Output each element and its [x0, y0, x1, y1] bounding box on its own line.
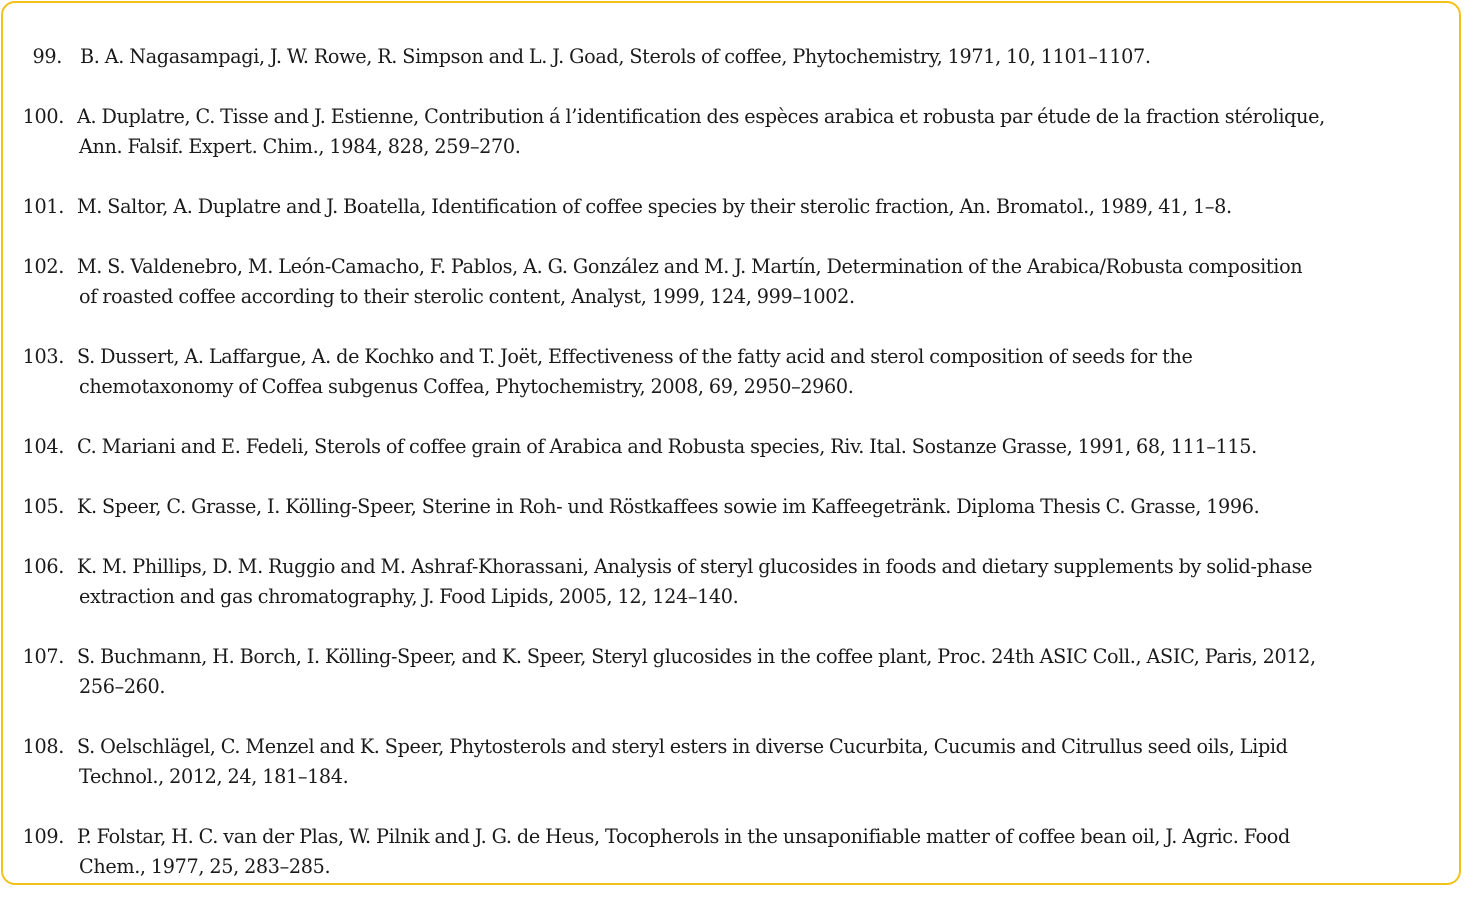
reference-text-line: M. S. Valdenebro, M. León-Camacho, F. Pablos, A. G. González and M. J. Martín, Determination of the Arabica/Robusta composition: [77, 255, 1303, 278]
reference-text-line: K. M. Phillips, D. M. Ruggio and M. Ashraf-Khorassani, Analysis of steryl glucosides in foods and dietary supplements by solid-phase: [77, 555, 1313, 578]
reference-number: 99.: [32, 45, 62, 68]
reference-text-line: 256–260.: [79, 675, 166, 698]
reference-number: 103.: [22, 345, 64, 368]
reference-text-line: S. Dussert, A. Laffargue, A. de Kochko and T. Joët, Effectiveness of the fatty acid and sterol composition of seeds for the: [77, 345, 1193, 368]
reference-number: 100.: [22, 105, 64, 128]
reference-text-line: extraction and gas chromatography, J. Food Lipids, 2005, 12, 124–140.: [79, 585, 739, 608]
reference-number: 105.: [22, 495, 64, 518]
reference-number: 108.: [22, 735, 64, 758]
reference-text-line: M. Saltor, A. Duplatre and J. Boatella, Identification of coffee species by their sterolic fraction, An. Bromatol., 1989, 41, 1–8.: [77, 195, 1232, 218]
reference-text-line: P. Folstar, H. C. van der Plas, W. Pilnik and J. G. de Heus, Tocopherols in the unsaponifiable matter of coffee bean oil, J. Agric. Food: [77, 825, 1290, 848]
reference-text-line: S. Buchmann, H. Borch, I. Kölling-Speer, and K. Speer, Steryl glucosides in the coffee plant, Proc. 24th ASIC Coll., ASIC, Paris, 2012,: [77, 645, 1316, 668]
reference-text-line: Ann. Falsif. Expert. Chim., 1984, 828, 259–270.: [79, 135, 521, 158]
reference-number: 109.: [22, 825, 64, 848]
reference-text-line: B. A. Nagasampagi, J. W. Rowe, R. Simpson and L. J. Goad, Sterols of coffee, Phytochemistry, 1971, 10, 1101–1107.: [80, 45, 1151, 68]
reference-text-line: S. Oelschlägel, C. Menzel and K. Speer, Phytosterols and steryl esters in diverse Cucurbita, Cucumis and Citrullus seed oils, Lipid: [77, 735, 1288, 758]
reference-number: 107.: [22, 645, 64, 668]
reference-number: 101.: [22, 195, 64, 218]
reference-text-line: C. Mariani and E. Fedeli, Sterols of coffee grain of Arabica and Robusta species, Riv. Ital. Sostanze Grasse, 1991, 68, 111–115.: [77, 435, 1257, 458]
reference-text-line: Technol., 2012, 24, 181–184.: [79, 765, 349, 788]
reference-text-line: K. Speer, C. Grasse, I. Kölling-Speer, Sterine in Roh- und Röstkaffees sowie im Kaffeegetränk. Diploma Thesis C. Grasse, 1996.: [77, 495, 1260, 518]
reference-number: 106.: [22, 555, 64, 578]
reference-number: 102.: [22, 255, 64, 278]
reference-number: 104.: [22, 435, 64, 458]
reference-text-line: A. Duplatre, C. Tisse and J. Estienne, Contribution á l’identification des espèces arabica et robusta par étude de la fraction stérolique,: [77, 105, 1325, 128]
reference-text-line: chemotaxonomy of Coffea subgenus Coffea, Phytochemistry, 2008, 69, 2950–2960.: [79, 375, 854, 398]
reference-text-line: Chem., 1977, 25, 283–285.: [79, 855, 331, 878]
reference-text-line: of roasted coffee according to their sterolic content, Analyst, 1999, 124, 999–1002.: [79, 285, 855, 308]
